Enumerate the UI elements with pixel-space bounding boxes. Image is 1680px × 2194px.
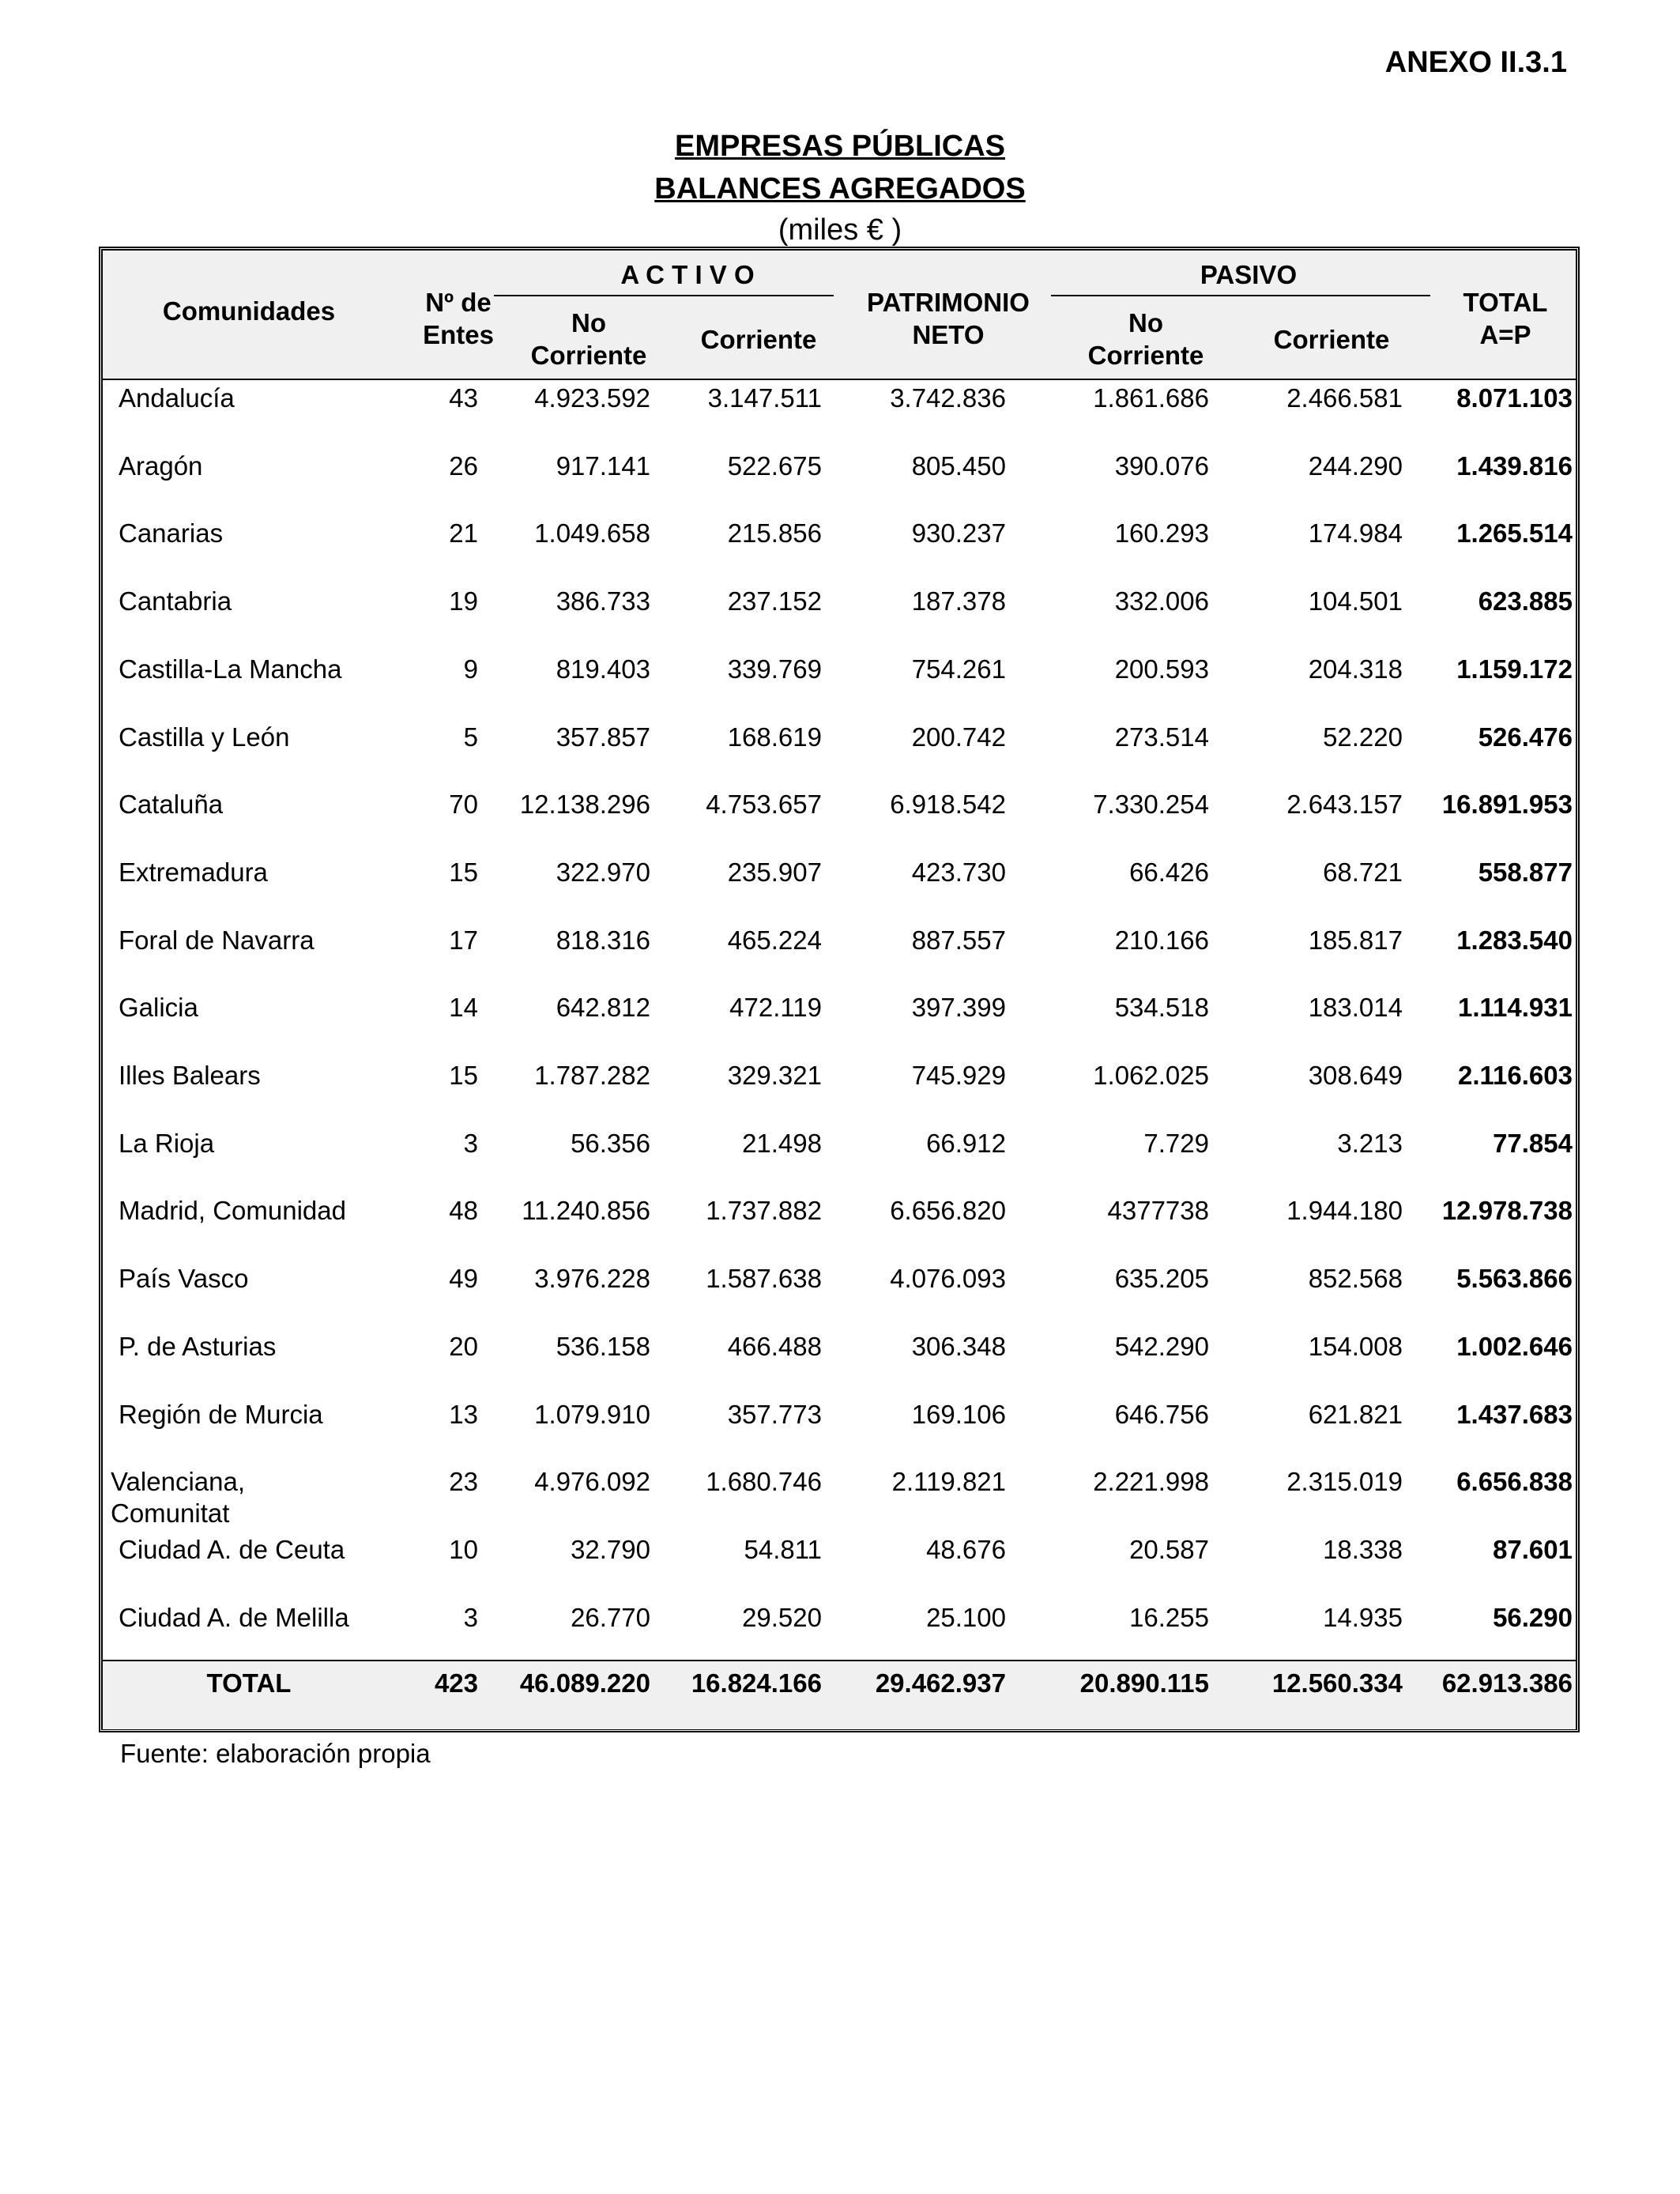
cell-pas_nc: 542.290	[1114, 1331, 1209, 1361]
cell-total: 1.437.683	[1456, 1399, 1573, 1429]
cell-act_nc: 56.356	[571, 1128, 650, 1158]
title-line-2: BALANCES AGREGADOS	[654, 172, 1026, 205]
cell-total: 12.978.738	[1441, 1196, 1573, 1226]
cell-act_c: 465.224	[727, 925, 822, 955]
cell-act_nc: 12.138.296	[519, 790, 650, 820]
row-name: Galicia	[119, 993, 198, 1023]
cell-entes: 20	[449, 1331, 478, 1361]
total-cell-total: 62.913.386	[1441, 1668, 1573, 1698]
cell-act_c: 21.498	[742, 1128, 822, 1158]
cell-pas_nc: 332.006	[1114, 586, 1209, 616]
cell-total: 1.159.172	[1456, 654, 1573, 684]
cell-pn: 187.378	[911, 586, 1006, 616]
cell-total: 1.283.540	[1456, 925, 1573, 955]
total-cell-act_c: 16.824.166	[691, 1668, 822, 1698]
cell-pn: 169.106	[911, 1399, 1006, 1429]
row-name: Canarias	[119, 518, 224, 548]
cell-total: 77.854	[1493, 1128, 1573, 1158]
cell-act_nc: 642.812	[556, 993, 650, 1023]
cell-total: 1.265.514	[1456, 518, 1573, 548]
cell-act_nc: 11.240.856	[522, 1196, 650, 1226]
row-name: Valenciana,	[111, 1467, 246, 1497]
source-note: Fuente: elaboración propia	[120, 1739, 431, 1768]
row-name: Castilla-La Mancha	[119, 654, 342, 684]
cell-pas_nc: 20.587	[1129, 1534, 1209, 1564]
pasivo-underline	[1051, 295, 1430, 296]
header-activo-no-corriente: No Corriente	[530, 308, 647, 370]
cell-entes: 17	[449, 925, 478, 955]
cell-pas_c: 1.944.180	[1286, 1196, 1403, 1226]
cell-act_nc: 1.079.910	[534, 1399, 650, 1429]
cell-act_c: 339.769	[727, 654, 822, 684]
cell-act_nc: 357.857	[556, 722, 650, 752]
cell-pn: 200.742	[911, 722, 1006, 752]
cell-pas_nc: 210.166	[1114, 925, 1209, 955]
total-cell-pas_c: 12.560.334	[1271, 1668, 1403, 1698]
cell-entes: 49	[449, 1264, 478, 1294]
row-name: Foral de Navarra	[119, 925, 315, 955]
cell-pn: 48.676	[926, 1534, 1006, 1564]
cell-entes: 19	[449, 586, 478, 616]
cell-pas_nc: 390.076	[1114, 450, 1209, 481]
cell-act_nc: 819.403	[556, 654, 650, 684]
header-pasivo: PASIVO	[1200, 260, 1298, 289]
cell-pas_c: 621.821	[1308, 1399, 1403, 1429]
cell-pn: 745.929	[911, 1061, 1006, 1090]
cell-pas_nc: 16.255	[1129, 1602, 1209, 1632]
cell-pas_nc: 646.756	[1114, 1399, 1209, 1429]
cell-entes: 13	[449, 1399, 478, 1429]
cell-pas_c: 68.721	[1323, 857, 1403, 887]
header-entes: Nº de Entes	[423, 288, 494, 349]
cell-act_nc: 536.158	[556, 1331, 650, 1361]
cell-entes: 48	[449, 1196, 478, 1226]
balance-table	[99, 247, 1580, 1732]
cell-act_c: 235.907	[727, 857, 822, 887]
row-name: Illes Balears	[119, 1061, 261, 1090]
cell-act_c: 215.856	[727, 518, 822, 548]
cell-pas_c: 204.318	[1308, 654, 1403, 684]
cell-pas_c: 308.649	[1308, 1061, 1403, 1090]
cell-entes: 3	[463, 1128, 478, 1158]
cell-total: 2.116.603	[1458, 1061, 1573, 1090]
cell-entes: 26	[449, 450, 478, 481]
cell-pn: 25.100	[926, 1602, 1006, 1632]
row-name: Andalucía	[119, 383, 235, 413]
cell-entes: 5	[463, 722, 478, 752]
cell-act_nc: 4.976.092	[534, 1467, 650, 1497]
cell-pn: 4.076.093	[890, 1264, 1006, 1294]
cell-pas_c: 244.290	[1308, 450, 1403, 481]
cell-entes: 21	[449, 518, 478, 548]
header-pasivo-corriente: Corriente	[1273, 325, 1390, 354]
cell-pas_nc: 160.293	[1114, 518, 1209, 548]
cell-pas_nc: 7.729	[1143, 1128, 1209, 1158]
header-activo: A C T I V O	[620, 260, 755, 289]
total-cell-pas_nc: 20.890.115	[1079, 1668, 1209, 1698]
cell-pas_c: 18.338	[1323, 1534, 1403, 1564]
header-patrimonio-neto: PATRIMONIO NETO	[867, 288, 1030, 349]
cell-pn: 306.348	[911, 1331, 1006, 1361]
cell-pas_c: 2.315.019	[1286, 1467, 1403, 1497]
cell-act_c: 29.520	[742, 1602, 822, 1632]
row-name: P. de Asturias	[119, 1331, 277, 1361]
title-line-1: EMPRESAS PÚBLICAS	[674, 130, 1006, 163]
cell-pas_c: 183.014	[1308, 993, 1403, 1023]
row-name: Región de Murcia	[119, 1399, 323, 1429]
cell-act_nc: 3.976.228	[534, 1264, 650, 1294]
cell-pas_c: 14.935	[1323, 1602, 1403, 1632]
cell-entes: 23	[449, 1467, 478, 1497]
cell-act_c: 329.321	[727, 1061, 822, 1090]
cell-act_c: 1.737.882	[706, 1196, 822, 1226]
units-label: (miles € )	[778, 213, 902, 247]
cell-total: 8.071.103	[1456, 383, 1573, 413]
row-name: Ciudad A. de Ceuta	[119, 1534, 345, 1564]
cell-pas_nc: 534.518	[1114, 993, 1209, 1023]
row-name: Extremadura	[119, 857, 268, 887]
cell-act_c: 168.619	[727, 722, 822, 752]
cell-total: 1.114.931	[1458, 993, 1573, 1023]
cell-act_c: 357.773	[727, 1399, 822, 1429]
cell-pas_c: 2.466.581	[1286, 383, 1403, 413]
cell-entes: 9	[463, 654, 478, 684]
total-cell-entes: 423	[434, 1668, 478, 1698]
cell-pn: 2.119.821	[891, 1467, 1006, 1497]
cell-pn: 3.742.836	[890, 383, 1006, 413]
cell-pn: 887.557	[911, 925, 1006, 955]
header-pasivo-no-corriente: No Corriente	[1087, 308, 1204, 370]
row-name: La Rioja	[119, 1128, 215, 1158]
cell-act_nc: 1.787.282	[534, 1061, 650, 1090]
cell-total: 623.885	[1478, 586, 1573, 616]
row-name-continuation: Comunitat	[111, 1498, 230, 1529]
title-block	[0, 125, 1680, 250]
cell-act_c: 522.675	[727, 450, 822, 481]
cell-entes: 10	[449, 1534, 478, 1564]
cell-pas_nc: 2.221.998	[1093, 1467, 1209, 1497]
cell-total: 87.601	[1493, 1534, 1573, 1564]
cell-act_c: 1.680.746	[706, 1467, 822, 1497]
row-name: Cantabria	[119, 586, 232, 616]
cell-pas_nc: 66.426	[1129, 857, 1209, 887]
cell-pas_c: 3.213	[1337, 1128, 1403, 1158]
cell-act_nc: 917.141	[556, 450, 650, 481]
cell-total: 56.290	[1493, 1602, 1573, 1632]
cell-entes: 3	[463, 1602, 478, 1632]
cell-act_c: 3.147.511	[707, 383, 822, 413]
cell-pn: 66.912	[926, 1128, 1006, 1158]
cell-pas_c: 852.568	[1308, 1264, 1403, 1294]
cell-pas_nc: 7.330.254	[1093, 790, 1209, 820]
cell-act_c: 54.811	[744, 1534, 822, 1564]
cell-act_nc: 818.316	[556, 925, 650, 955]
cell-act_c: 472.119	[729, 993, 822, 1023]
cell-pn: 397.399	[911, 993, 1006, 1023]
header-comunidades: Comunidades	[162, 296, 336, 326]
cell-pas_nc: 273.514	[1114, 722, 1209, 752]
cell-entes: 15	[449, 1061, 478, 1090]
cell-entes: 14	[449, 993, 478, 1023]
activo-underline	[494, 295, 834, 296]
cell-act_c: 4.753.657	[706, 790, 822, 820]
cell-pas_c: 154.008	[1308, 1331, 1403, 1361]
cell-pas_nc: 1.861.686	[1093, 383, 1209, 413]
header-activo-corriente: Corriente	[700, 325, 817, 354]
cell-act_c: 1.587.638	[706, 1264, 822, 1294]
total-row-label: TOTAL	[206, 1668, 292, 1698]
cell-pas_c: 174.984	[1308, 518, 1403, 548]
cell-entes: 70	[449, 790, 478, 820]
row-name: Ciudad A. de Melilla	[119, 1602, 349, 1632]
cell-act_nc: 26.770	[571, 1602, 650, 1632]
cell-pn: 805.450	[911, 450, 1006, 481]
cell-pas_c: 2.643.157	[1286, 790, 1403, 820]
cell-act_nc: 386.733	[556, 586, 650, 616]
total-cell-pn: 29.462.937	[875, 1668, 1006, 1698]
cell-act_nc: 322.970	[556, 857, 650, 887]
row-name: Castilla y León	[119, 722, 290, 752]
cell-pas_nc: 635.205	[1114, 1264, 1209, 1294]
cell-total: 6.656.838	[1456, 1467, 1573, 1497]
annex-label: ANEXO II.3.1	[1384, 46, 1567, 79]
cell-total: 1.439.816	[1456, 450, 1573, 481]
cell-act_nc: 1.049.658	[534, 518, 650, 548]
header-total: TOTAL A=P	[1463, 288, 1548, 349]
cell-pas_nc: 4377738	[1107, 1196, 1209, 1226]
cell-pas_c: 52.220	[1323, 722, 1403, 752]
cell-entes: 15	[449, 857, 478, 887]
cell-pas_nc: 200.593	[1114, 654, 1209, 684]
cell-act_nc: 32.790	[571, 1534, 650, 1564]
cell-pn: 423.730	[911, 857, 1006, 887]
cell-pn: 6.656.820	[890, 1196, 1006, 1226]
cell-entes: 43	[449, 383, 478, 413]
cell-pn: 6.918.542	[890, 790, 1006, 820]
cell-pn: 930.237	[911, 518, 1006, 548]
row-name: Aragón	[119, 450, 203, 481]
cell-pas_nc: 1.062.025	[1093, 1061, 1209, 1090]
cell-total: 526.476	[1478, 722, 1573, 752]
cell-pn: 754.261	[911, 654, 1006, 684]
cell-total: 16.891.953	[1441, 790, 1573, 820]
cell-total: 5.563.866	[1456, 1264, 1573, 1294]
total-cell-act_nc: 46.089.220	[519, 1668, 650, 1698]
cell-total: 1.002.646	[1456, 1331, 1573, 1361]
row-name: Cataluña	[119, 790, 224, 820]
cell-pas_c: 185.817	[1308, 925, 1403, 955]
row-name: Madrid, Comunidad	[119, 1196, 346, 1226]
cell-act_c: 237.152	[727, 586, 822, 616]
row-name: País Vasco	[119, 1264, 249, 1294]
cell-act_c: 466.488	[727, 1331, 822, 1361]
cell-act_nc: 4.923.592	[534, 383, 650, 413]
cell-total: 558.877	[1478, 857, 1573, 887]
cell-pas_c: 104.501	[1308, 586, 1403, 616]
